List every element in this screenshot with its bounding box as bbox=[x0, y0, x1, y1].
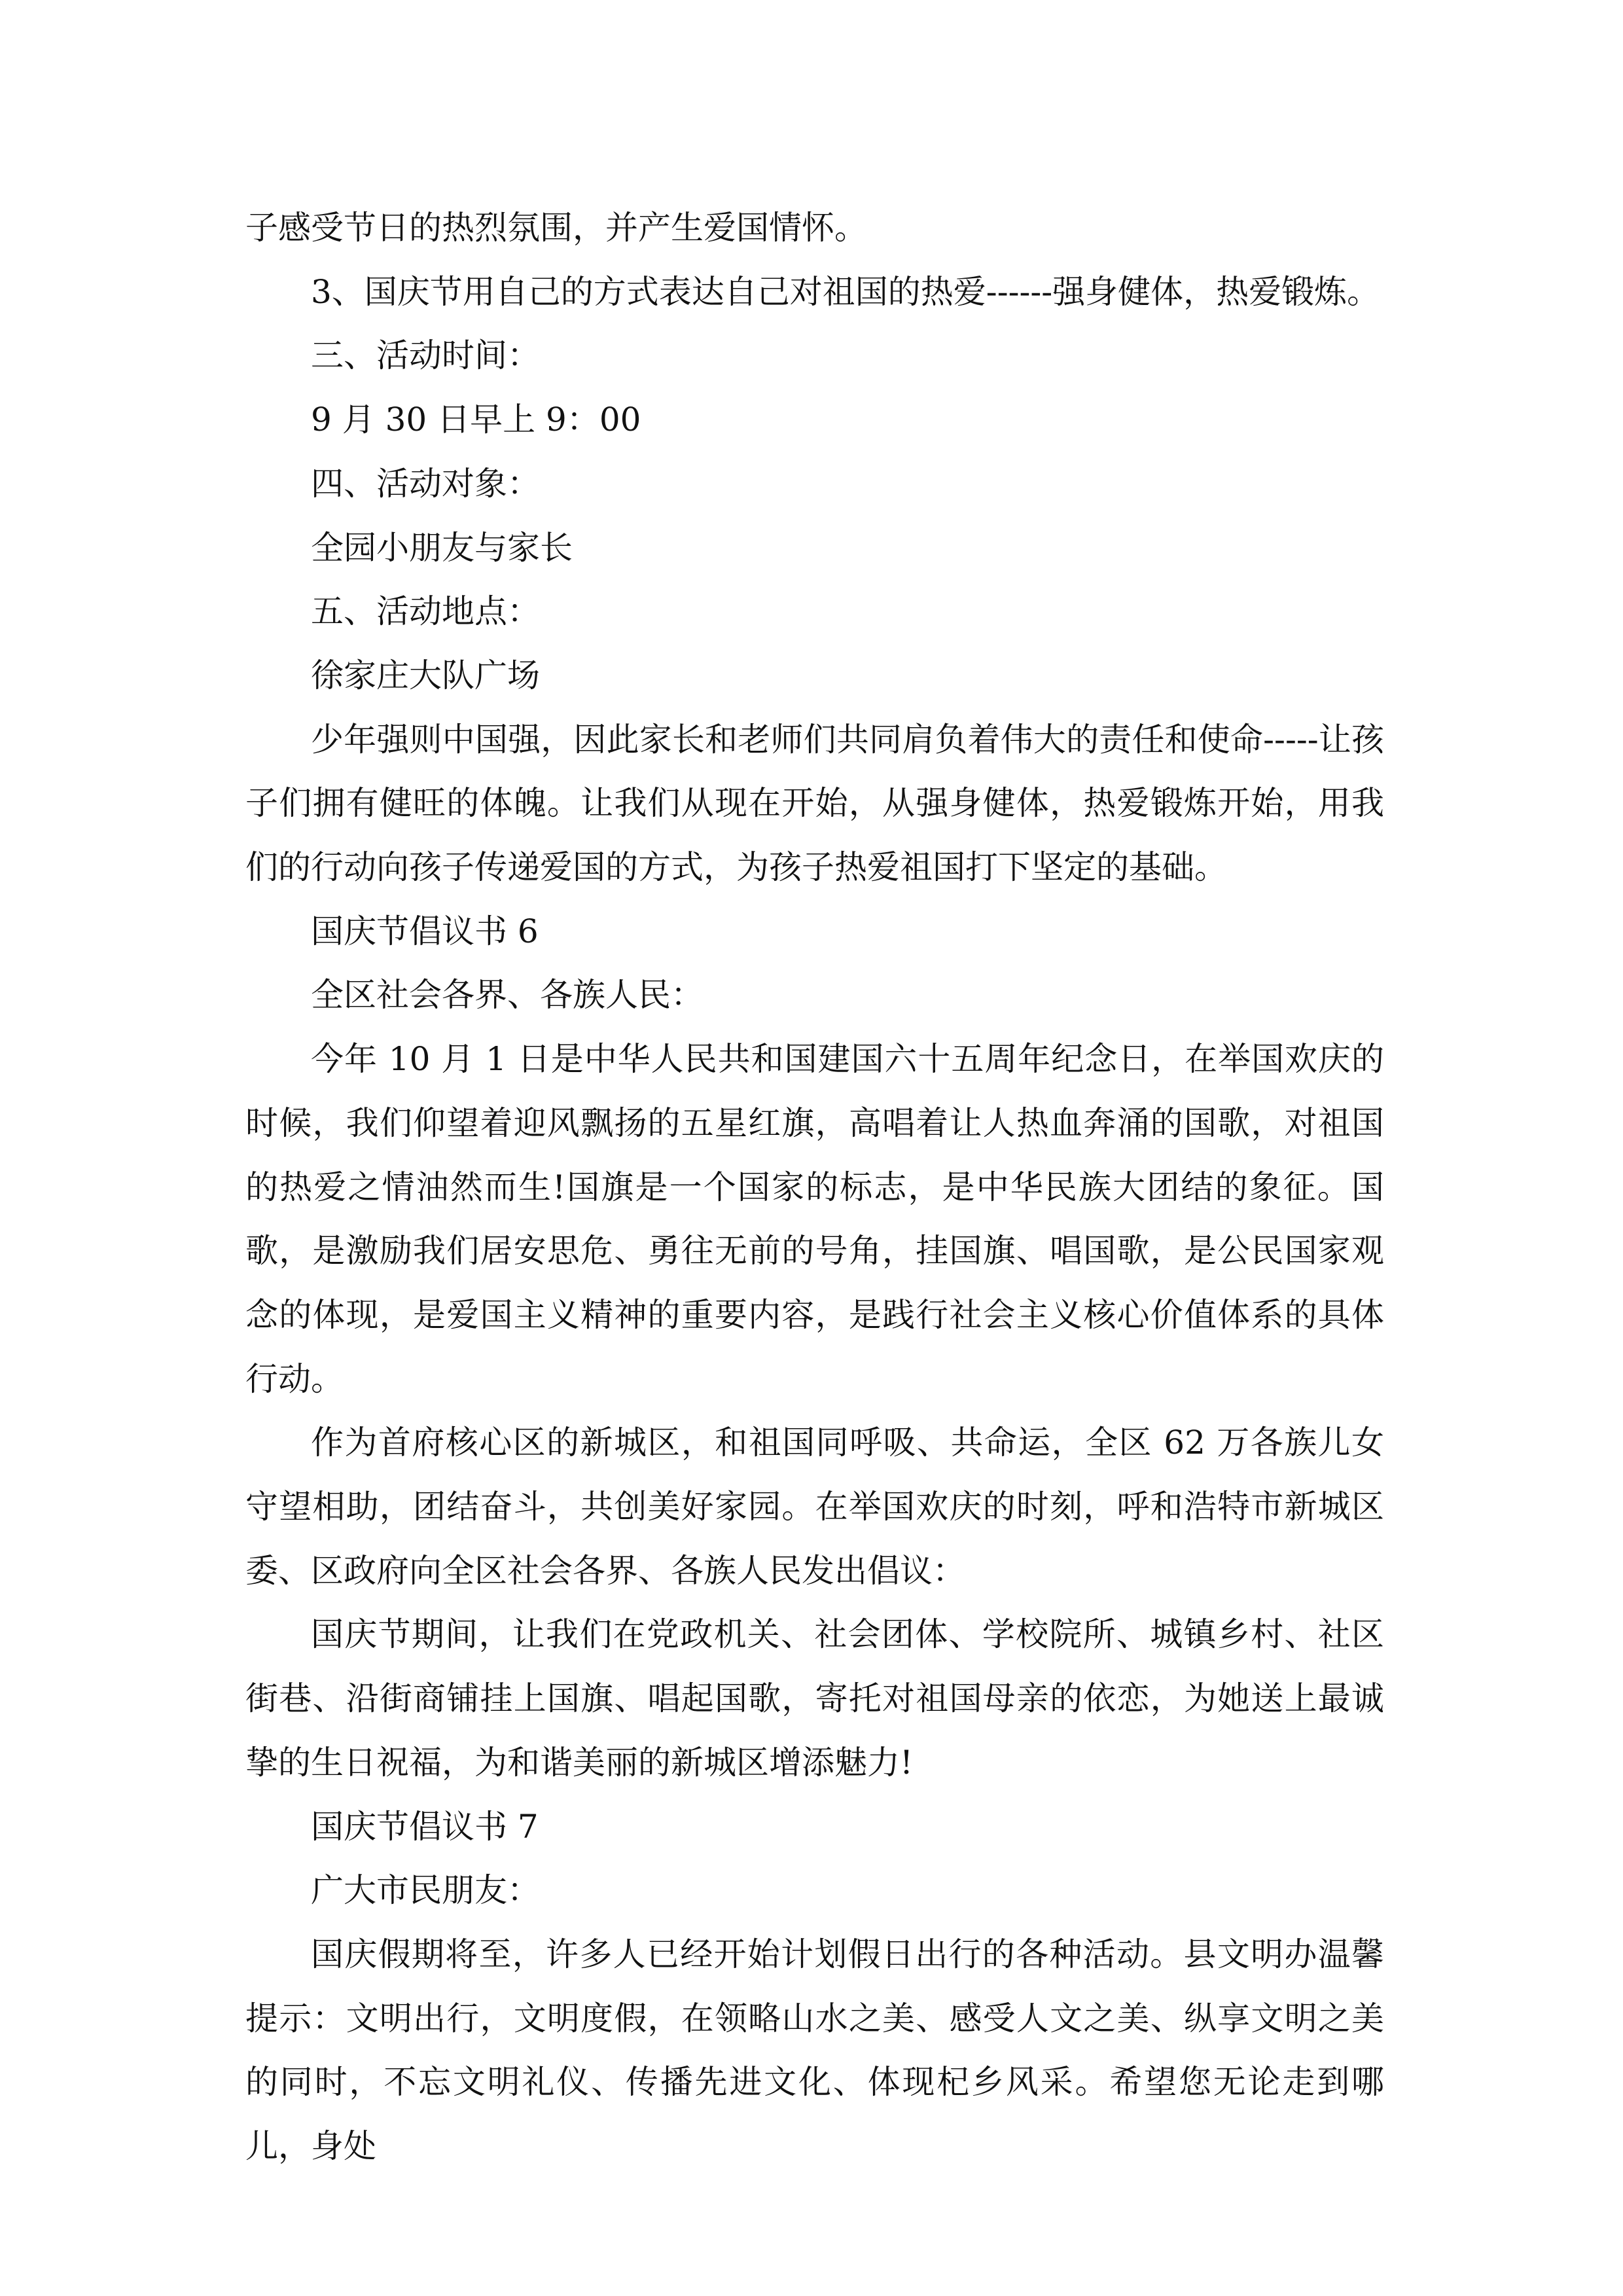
salutation-7: 广大市民朋友： bbox=[311, 1871, 540, 1910]
section-heading-location: 五、活动地点： bbox=[311, 592, 540, 631]
paragraph-continuation: 子感受节日的热烈氛围，并产生爱国情怀。 bbox=[245, 209, 867, 247]
paragraph-body: 国庆假期将至，许多人已经开始计划假日出行的各种活动。县文明办温馨提示：文明出行，文明度假，在领略山水之美、感受人文之美、纵享文明之美的同时，不忘文明礼仪、传播先进文化、体现杞乡风采。希望您无论走到哪儿，身处 bbox=[245, 1935, 1384, 2166]
paragraph-time-value: 9 月 30 日早上 9：00 bbox=[311, 401, 641, 439]
section-heading-audience: 四、活动对象： bbox=[311, 464, 540, 503]
paragraph-closing: 少年强则中国强，因此家长和老师们共同肩负着伟大的责任和使命-----让孩子们拥有健旺的体魄。让我们从现在开始，从强身健体，热爱锻炼开始，用我们的行动向孩子传递爱国的方式，为孩子热爱祖国打下坚定的基础。 bbox=[245, 720, 1384, 887]
paragraph-audience-value: 全园小朋友与家长 bbox=[311, 528, 573, 567]
paragraph-location-value: 徐家庄大队广场 bbox=[311, 656, 540, 694]
paragraph-body: 作为首府核心区的新城区，和祖国同呼吸、共命运，全区 62 万各族儿女守望相助，团结奋斗，共创美好家园。在举国欢庆的时刻，呼和浩特市新城区委、区政府向全区社会各界、各族人民发出倡议： bbox=[245, 1424, 1384, 1590]
section-heading-time: 三、活动时间： bbox=[311, 336, 540, 375]
document-title-7: 国庆节倡议书 7 bbox=[311, 1807, 539, 1846]
paragraph-body: 今年 10 月 1 日是中华人民共和国建国六十五周年纪念日，在举国欢庆的时候，我们仰望着迎风飘扬的五星红旗，高唱着让人热血奔涌的国歌，对祖国的热爱之情油然而生!国旗是一个国家的标志，是中华民族大团结的象征。国歌，是激励我们居安思危、勇往无前的号角，挂国旗、唱国歌，是公民国家观念的体现，是爱国主义精神的重要内容，是践行社会主义核心价值体系的具体行动。 bbox=[245, 1040, 1384, 1398]
paragraph-item-3: 3、国庆节用自己的方式表达自己对祖国的热爱------强身健体，热爱锻炼。 bbox=[311, 272, 1380, 311]
salutation-6: 全区社会各界、各族人民： bbox=[311, 976, 704, 1014]
document-title-6: 国庆节倡议书 6 bbox=[311, 912, 539, 950]
document-body bbox=[245, 196, 1384, 2179]
paragraph-body: 国庆节期间，让我们在党政机关、社会团体、学校院所、城镇乡村、社区街巷、沿街商铺挂上国旗、唱起国歌，寄托对祖国母亲的依恋，为她送上最诚挚的生日祝福，为和谐美丽的新城区增添魅力! bbox=[245, 1615, 1384, 1782]
